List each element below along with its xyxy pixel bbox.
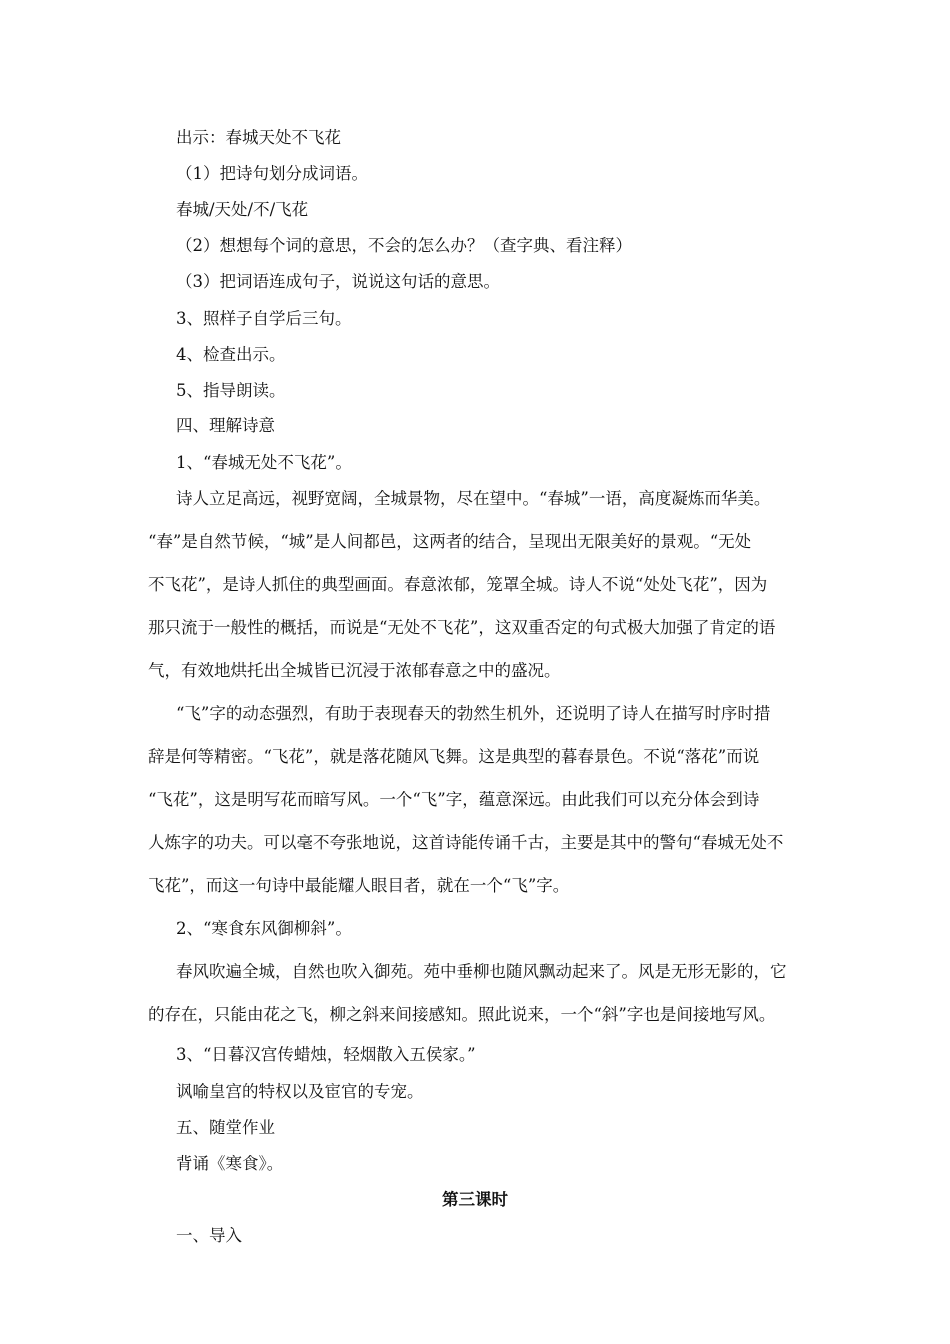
text-line: 春城/天处/不/飞花 [176, 200, 309, 219]
paragraph-line: 气，有效地烘托出全城皆已沉浸于浓郁春意之中的盛况。 [148, 661, 561, 680]
paragraph-line: “飞花”，这是明写花而暗写风。一个“飞”字，蕴意深远。由此我们可以充分体会到诗 [148, 790, 760, 809]
text-line: 4、检查出示。 [176, 345, 286, 364]
paragraph-line: 春风吹遍全城，自然也吹入御苑。苑中垂柳也随风飘动起来了。风是无形无影的，它 [176, 962, 787, 981]
text-line: 2、“寒食东风御柳斜”。 [176, 919, 352, 938]
paragraph-line: 不飞花”，是诗人抓住的典型画面。春意浓郁，笼罩全城。诗人不说“处处飞花”，因为 [148, 575, 768, 594]
text-line: 讽喻皇宫的特权以及宦官的专宠。 [176, 1082, 424, 1101]
text-line: （1）把诗句划分成词语。 [176, 164, 368, 183]
paragraph-line: 那只流于一般性的概括，而说是“无处不飞花”，这双重否定的句式极大加强了肯定的语 [148, 618, 776, 637]
paragraph-line: 辞是何等精密。“飞花”，就是落花随风飞舞。这是典型的暮春景色。不说“落花”而说 [148, 747, 760, 766]
section-heading: 一、导入 [176, 1226, 242, 1245]
text-line: 出示：春城天处不飞花 [176, 128, 341, 147]
paragraph-line: 的存在，只能由花之飞，柳之斜来间接感知。照此说来，一个“斜”字也是间接地写风。 [148, 1005, 776, 1024]
text-line: 3、照样子自学后三句。 [176, 309, 352, 328]
text-line: 背诵《寒食》。 [176, 1154, 284, 1173]
section-heading: 五、随堂作业 [176, 1118, 275, 1137]
text-line: 3、“日暮汉宫传蜡烛，轻烟散入五侯家。” [176, 1045, 476, 1064]
text-line: 1、“春城无处不飞花”。 [176, 453, 352, 472]
lesson-title: 第三课时 [442, 1190, 508, 1209]
paragraph-line: “春”是自然节候，“城”是人间都邑，这两者的结合，呈现出无限美好的景观。“无处 [148, 532, 752, 551]
paragraph-line: “飞”字的动态强烈，有助于表现春天的勃然生机外，还说明了诗人在描写时序时措 [176, 704, 771, 723]
text-line: （2）想想每个词的意思，不会的怎么办？（查字典、看注释） [176, 236, 632, 255]
section-heading: 四、理解诗意 [176, 416, 275, 435]
paragraph-line: 人炼字的功夫。可以毫不夸张地说，这首诗能传诵千古，主要是其中的警句“春城无处不 [148, 833, 784, 852]
text-line: 5、指导朗读。 [176, 381, 286, 400]
paragraph-line: 飞花”，而这一句诗中最能耀人眼目者，就在一个“飞”字。 [148, 876, 570, 895]
text-line: （3）把词语连成句子，说说这句话的意思。 [176, 272, 500, 291]
paragraph-line: 诗人立足高远，视野宽阔，全城景物，尽在望中。“春城”一语，高度凝炼而华美。 [176, 489, 771, 508]
